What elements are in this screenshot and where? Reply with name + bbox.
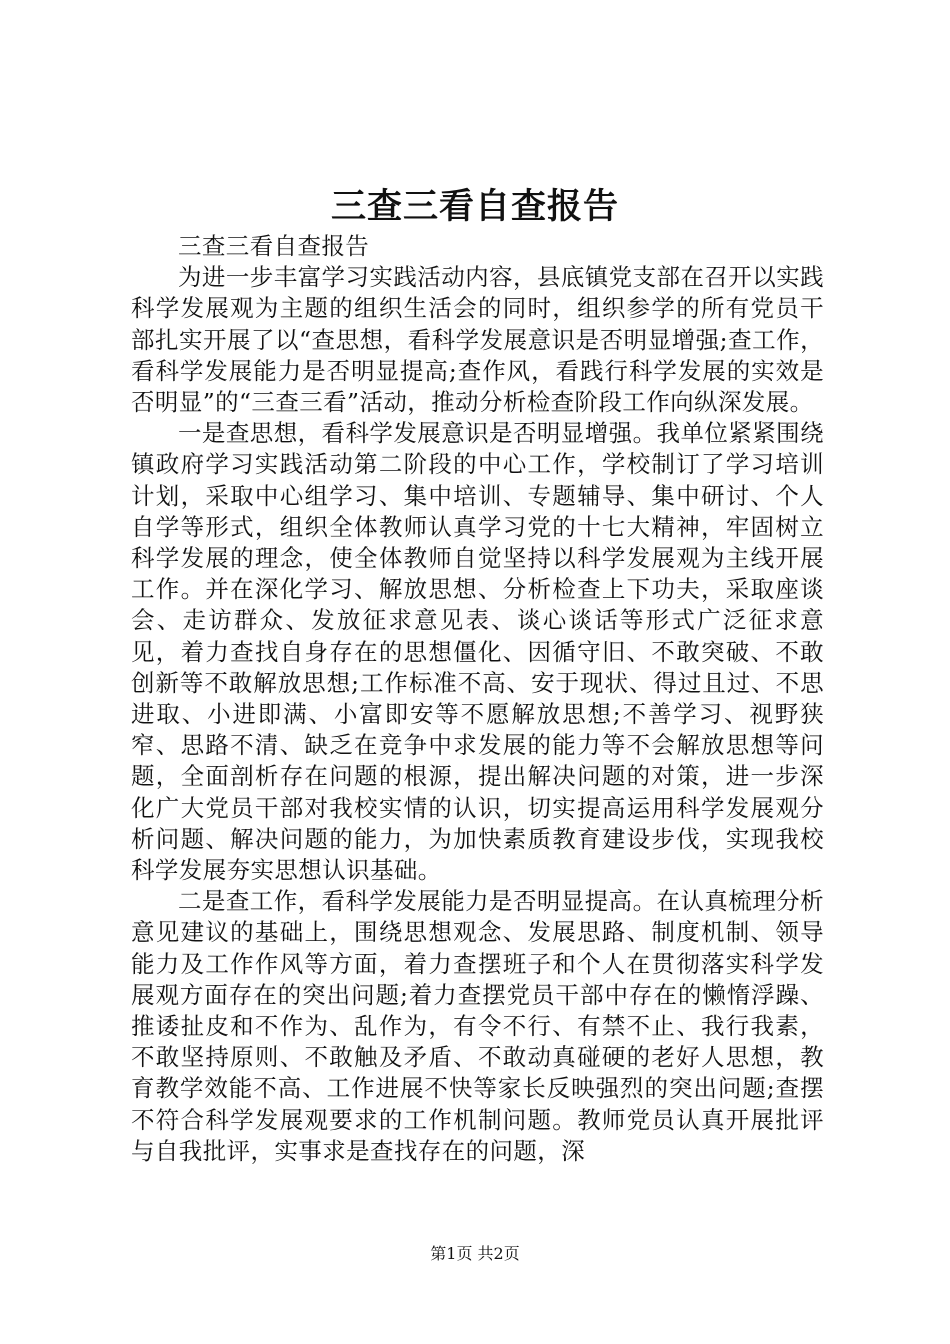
document-title: 三查三看自查报告 bbox=[330, 186, 619, 227]
paragraph-check-work: 二是查工作，看科学发展能力是否明显提高。在认真梳理分析意见建议的基础上，围绕思想观念、发展思路、制度机制、领导能力及工作作风等方面，着力查摆班子和个人在贯彻落实科学发展观方面存在的突出问题;着力查摆党员干部中存在的懒惰浮躁、推诿扯皮和不作为、乱作为，有令不行、有禁不止、我行我素，不敢坚持原则、不敢触及矛盾、不敢动真碰硬的老好人思想，教育教学效能不高、工作进展不快等家长反映强烈的突出问题;查摆不符合科学发展观要求的工作机制问题。教师党员认真开展批评与自我批评，实事求是查找存在的问题，深 bbox=[131, 887, 824, 1165]
document-subtitle: 三查三看自查报告 bbox=[178, 232, 370, 260]
page-indicator: 第1页 共2页 bbox=[430, 1244, 520, 1263]
document-body bbox=[131, 231, 824, 1167]
page-footer bbox=[0, 1244, 950, 1264]
paragraph-check-thought: 一是查思想，看科学发展意识是否明显增强。我单位紧紧围绕镇政府学习实践活动第二阶段的中心工作，学校制订了学习培训计划，采取中心组学习、集中培训、专题辅导、集中研讨、个人自学等形式，组织全体教师认真学习党的十七大精神，牢固树立科学发展的理念，使全体教师自觉坚持以科学发展观为主线开展工作。并在深化学习、解放思想、分析检查上下功夫，采取座谈会、走访群众、发放征求意见表、谈心谈话等形式广泛征求意见，着力查找自身存在的思想僵化、因循守旧、不敢突破、不敢创新等不敢解放思想;工作标准不高、安于现状、得过且过、不思进取、小进即满、小富即安等不愿解放思想;不善学习、视野狭窄、思路不清、缺乏在竞争中求发展的能力等不会解放思想等问题，全面剖析存在问题的根源，提出解决问题的对策，进一步深化广大党员干部对我校实情的认识，切实提高运用科学发展观分析问题、解决问题的能力，为加快素质教育建设步伐，实现我校科学发展夯实思想认识基础。 bbox=[131, 419, 824, 885]
paragraph-intro: 为进一步丰富学习实践活动内容，县底镇党支部在召开以实践科学发展观为主题的组织生活会的同时，组织参学的所有党员干部扎实开展了以“查思想，看科学发展意识是否明显增强;查工作，看科学发展能力是否明显提高;查作风，看践行科学发展的实效是否明显”的“三查三看”活动，推动分析检查阶段工作向纵深发展。 bbox=[131, 263, 824, 417]
